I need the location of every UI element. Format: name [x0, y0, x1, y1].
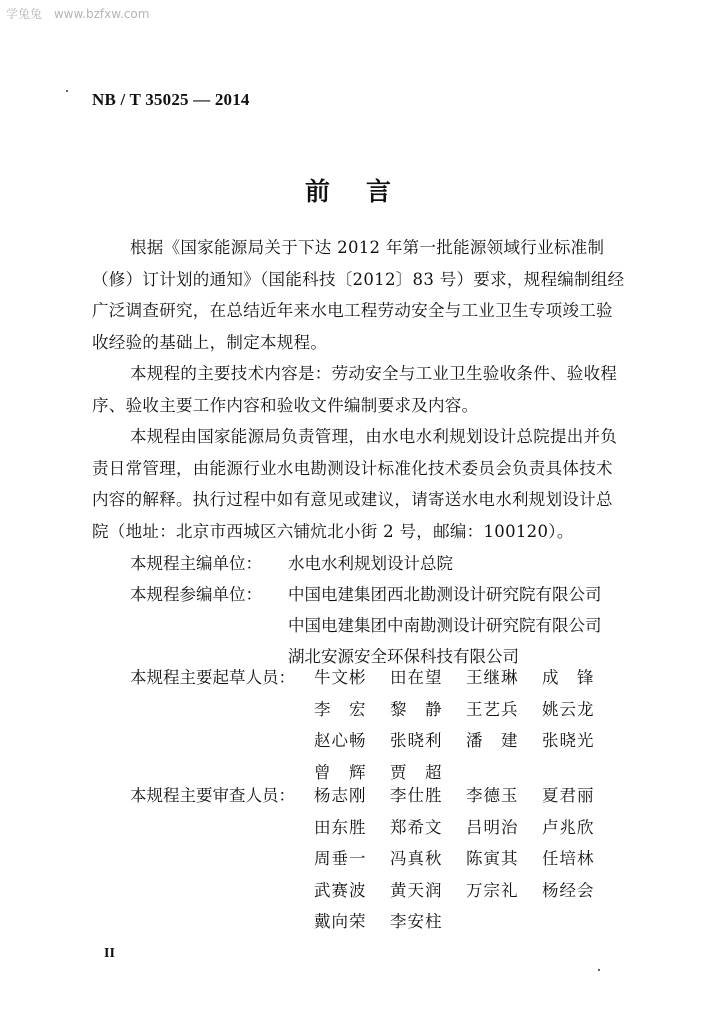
- reviewer-name: 吕明治: [466, 817, 519, 837]
- reviewer-name: 郑希文: [390, 817, 443, 837]
- page-number: II: [104, 946, 115, 961]
- reviewer-name: 陈寅其: [466, 849, 519, 868]
- drafter-name: 贾 超: [390, 762, 443, 782]
- drafter-name: 成 锋: [542, 668, 595, 687]
- drafter-name: 田在望: [390, 668, 443, 687]
- drafter-name: 王艺兵: [466, 699, 519, 719]
- reviewer-name: 戴向荣: [314, 912, 367, 931]
- reviewer-name: 冯真秋: [390, 849, 443, 868]
- paragraph-2: [92, 358, 628, 421]
- participating-unit: 中国电建集团中南勘测设计研究院有限公司: [288, 616, 602, 635]
- paragraph-3-text: 本规程由国家能源局负责管理，由水电水利规划设计总院提出并负责日常管理，由能源行业水电勘测设计标准化技术委员会负责具体技术内容的解释。执行过程中如有意见或建议，请寄送水电水利规划设计总院（地址：北京市西城区六铺炕北小街 2 号，邮编：100120）。: [92, 427, 618, 541]
- chief-editor-label: 本规程主编单位：: [130, 554, 262, 573]
- reviewer-name: 李安柱: [390, 912, 443, 931]
- reviewer-name: 李仕胜: [390, 786, 443, 805]
- drafters-label: 本规程主要起草人员：: [130, 668, 295, 687]
- paragraph-1: [92, 232, 628, 358]
- paragraph-3: [92, 421, 628, 547]
- drafter-name: 赵心畅: [314, 731, 367, 750]
- reviewer-name: 杨志刚: [314, 786, 367, 805]
- drafter-name: 张晓利: [390, 731, 443, 750]
- watermark-site-name: 学兔兔: [6, 7, 43, 21]
- drafter-name: 李 宏: [314, 699, 367, 719]
- scan-speck: [598, 969, 600, 971]
- participating-unit: 湖北安源安全环保科技有限公司: [288, 647, 519, 666]
- reviewer-name: 武赛波: [314, 880, 367, 900]
- reviewers-list: [314, 782, 618, 940]
- reviewer-name: 杨经会: [542, 880, 595, 900]
- drafter-name: 牛文彬: [314, 668, 367, 687]
- drafter-name: 张晓光: [542, 731, 595, 750]
- watermark: [6, 5, 149, 22]
- paragraph-1-text: 根据《国家能源局关于下达 2012 年第一批能源领域行业标准制（修）订计划的通知》（国能科技〔2012〕83 号）要求，规程编制组经广泛调查研究，在总结近年来水电工程劳动安全与工业卫生专项竣工验收经验的基础上，制定本规程。: [92, 238, 625, 352]
- reviewer-name: 夏君丽: [542, 786, 595, 805]
- standard-code: NB / T 35025 — 2014: [92, 90, 250, 109]
- reviewer-name: 黄天润: [390, 880, 443, 900]
- participating-unit: 中国电建集团西北勘测设计研究院有限公司: [288, 585, 602, 604]
- reviewer-name: 李德玉: [466, 786, 519, 805]
- reviewer-name: 田东胜: [314, 817, 367, 837]
- watermark-site-url: www.bzfxw.com: [53, 7, 150, 21]
- reviewer-name: 任培林: [542, 849, 595, 868]
- chief-editor-value: 水电水利规划设计总院: [288, 554, 453, 573]
- reviewer-name: 卢兆欣: [542, 817, 595, 837]
- drafters-list: [314, 664, 618, 790]
- participating-label: 本规程参编单位：: [130, 585, 262, 604]
- paragraph-2-text: 本规程的主要技术内容是：劳动安全与工业卫生验收条件、验收程序、验收主要工作内容和验收文件编制要求及内容。: [92, 364, 618, 415]
- reviewer-name: 万宗礼: [466, 880, 519, 900]
- drafter-name: 潘 建: [466, 731, 519, 750]
- drafter-name: 姚云龙: [542, 699, 595, 719]
- reviewer-name: 周垂一: [314, 849, 367, 868]
- page-title: 前言: [305, 177, 428, 206]
- reviewers-label: 本规程主要审查人员：: [130, 786, 295, 805]
- drafter-name: 王继琳: [466, 668, 519, 687]
- scan-speck: [66, 90, 68, 92]
- drafter-name: 曾 辉: [314, 762, 367, 782]
- drafter-name: 黎 静: [390, 699, 443, 719]
